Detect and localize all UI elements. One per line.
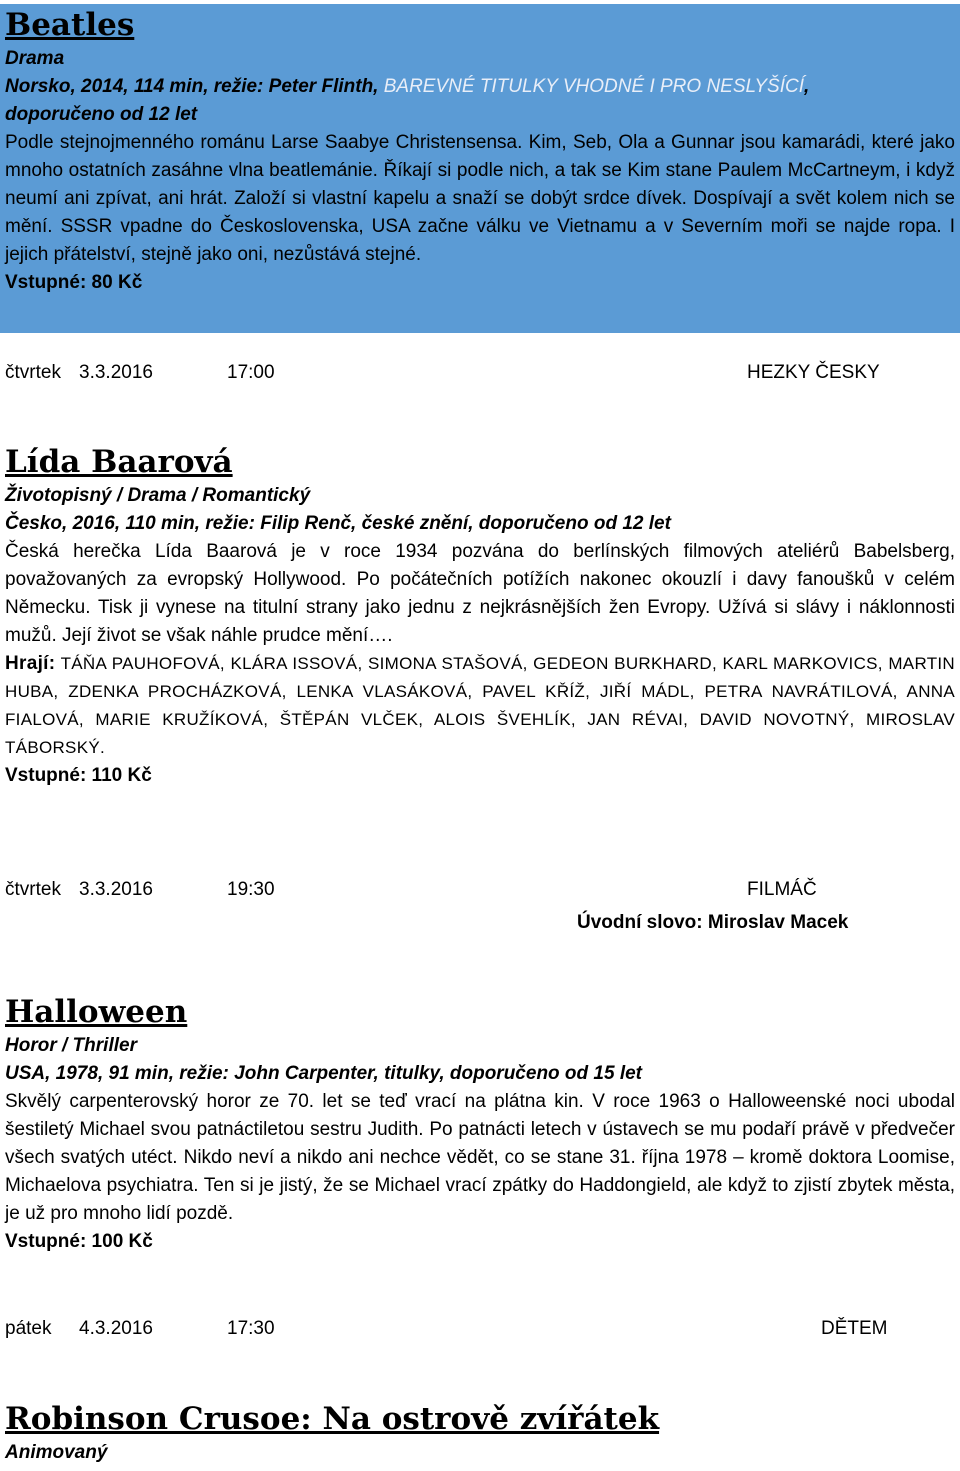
schedule-day: čtvrtek: [5, 879, 61, 900]
schedule-day: čtvrtek: [5, 362, 61, 383]
film-meta: [5, 73, 955, 101]
intro-speech: Úvodní slovo: Miroslav Macek: [577, 912, 849, 933]
schedule-day: pátek: [5, 1318, 52, 1339]
film-title: Beatles: [5, 7, 135, 43]
film-meta: Česko, 2016, 110 min, režie: Filip Renč, české znění, doporučeno od 12 let: [5, 513, 671, 534]
film-genre: Animovaný: [5, 1442, 108, 1463]
schedule-section: DĚTEM: [821, 1318, 888, 1339]
schedule-section: FILMÁČ: [747, 879, 817, 900]
film-title: Halloween: [5, 994, 188, 1030]
schedule-section: HEZKY ČESKY: [747, 362, 880, 383]
subtitles-note: BAREVNÉ TITULKY VHODNÉ I PRO NESLYŠÍCÍ: [383, 76, 804, 97]
schedule-row: [5, 1315, 955, 1343]
schedule-date: 4.3.2016: [79, 1318, 153, 1339]
film-description: Česká herečka Lída Baarová je v roce 1934 pozvána do berlínských filmových ateliérů Babelsberg, považovaných za evropský Hollywood. Po počátečních potížích nakonec okouzlí i davy fanoušků v celém Německu. Tisk ji vynese na titulní strany jako jednu z nejkrásnějších žen Evropy. Užívá si slávy i náklonnosti mužů. Její život se však náhle prudce mění….: [5, 541, 955, 646]
film-meta: USA, 1978, 91 min, režie: John Carpenter, titulky, doporučeno od 15 let: [5, 1063, 643, 1084]
film-age-rating: doporučeno od 12 let: [5, 104, 198, 125]
film-description: Podle stejnojmenného románu Larse Saabye Christensensa. Kim, Seb, Ola a Gunnar jsou kamarádi, které jako mnoho ostatních zasáhne vlna beatlemánie. Říkají si podle nich, a tak se Kim stane Paulem McCartneym, i když neumí ani zpívat, ani hrát. Založí si vlastní kapelu a snaží se dobýt srdce dívek. Dospívají a svět kolem nich se mění. SSSR vpadne do Československa, USA začne válku ve Vietnamu a v Severním moři se najde ropa. I jejich přátelství, stejně jako oni, nezůstává stejné.: [5, 132, 955, 265]
schedule-row: [5, 876, 955, 904]
film-title: Robinson Crusoe: Na ostrově zvířátek: [5, 1401, 660, 1437]
cast-list: TÁŇA PAUHOFOVÁ, KLÁRA ISSOVÁ, SIMONA STAŠOVÁ, GEDEON BURKHARD, KARL MARKOVICS, MARTIN HUBA, ZDENKA PROCHÁZKOVÁ, LENKA VLASÁKOVÁ, PAVEL KŘÍŽ, JIŘÍ MÁDL, PETRA NAVRÁTILOVÁ, ANNA FIALOVÁ, MARIE KRUŽÍKOVÁ, ŠTĚPÁN VLČEK, ALOIS ŠVEHLÍK, JAN RÉVAI, DAVID NOVOTNÝ, MIROSLAV TÁBORSKÝ.: [5, 654, 955, 757]
film-description: Skvělý carpenterovský horor ze 70. let se teď vrací na plátna kin. V roce 1963 o Halloweenské noci ubodal šestiletý Michael svou patnáctiletou sestru Judith. Po patnácti letech v ústavech se mu podaří právě v předvečer všech svatých utéct. Nikdo neví a nikdo ani nechce vědět, co se stane 31. října 1978 – kromě doktora Loomise, Michaelova psychiatra. Ten si je jistý, že se Michael vrací zpátky do Haddongield, ale když to zjistí zbytek města, je už pro mnoho lidí pozdě.: [5, 1091, 955, 1224]
schedule-date: 3.3.2016: [79, 362, 153, 383]
film-genre: Drama: [5, 48, 65, 69]
schedule-row: [5, 359, 955, 387]
schedule-date: 3.3.2016: [79, 879, 153, 900]
film-halloween: [5, 992, 955, 1256]
film-meta-text: Norsko, 2014, 114 min, režie: Peter Flinth,: [5, 76, 384, 97]
film-meta-comma: ,: [803, 76, 810, 97]
film-price: Vstupné: 100 Kč: [5, 1231, 153, 1252]
film-genre: Životopisný / Drama / Romantický: [5, 485, 311, 506]
schedule-time: 17:00: [227, 362, 275, 383]
schedule-time: 19:30: [227, 879, 275, 900]
cast-label: Hrají:: [5, 653, 56, 674]
film-price: Vstupné: 80 Kč: [5, 272, 143, 293]
film-price: Vstupné: 110 Kč: [5, 765, 152, 786]
film-title: Lída Baarová: [5, 444, 233, 480]
film-beatles: [0, 4, 960, 333]
film-robinson-crusoe: [5, 1399, 955, 1467]
film-cast: [5, 650, 955, 762]
schedule-time: 17:30: [227, 1318, 275, 1339]
film-genre: Horor / Thriller: [5, 1035, 137, 1056]
film-lida-baarova: [5, 442, 955, 790]
